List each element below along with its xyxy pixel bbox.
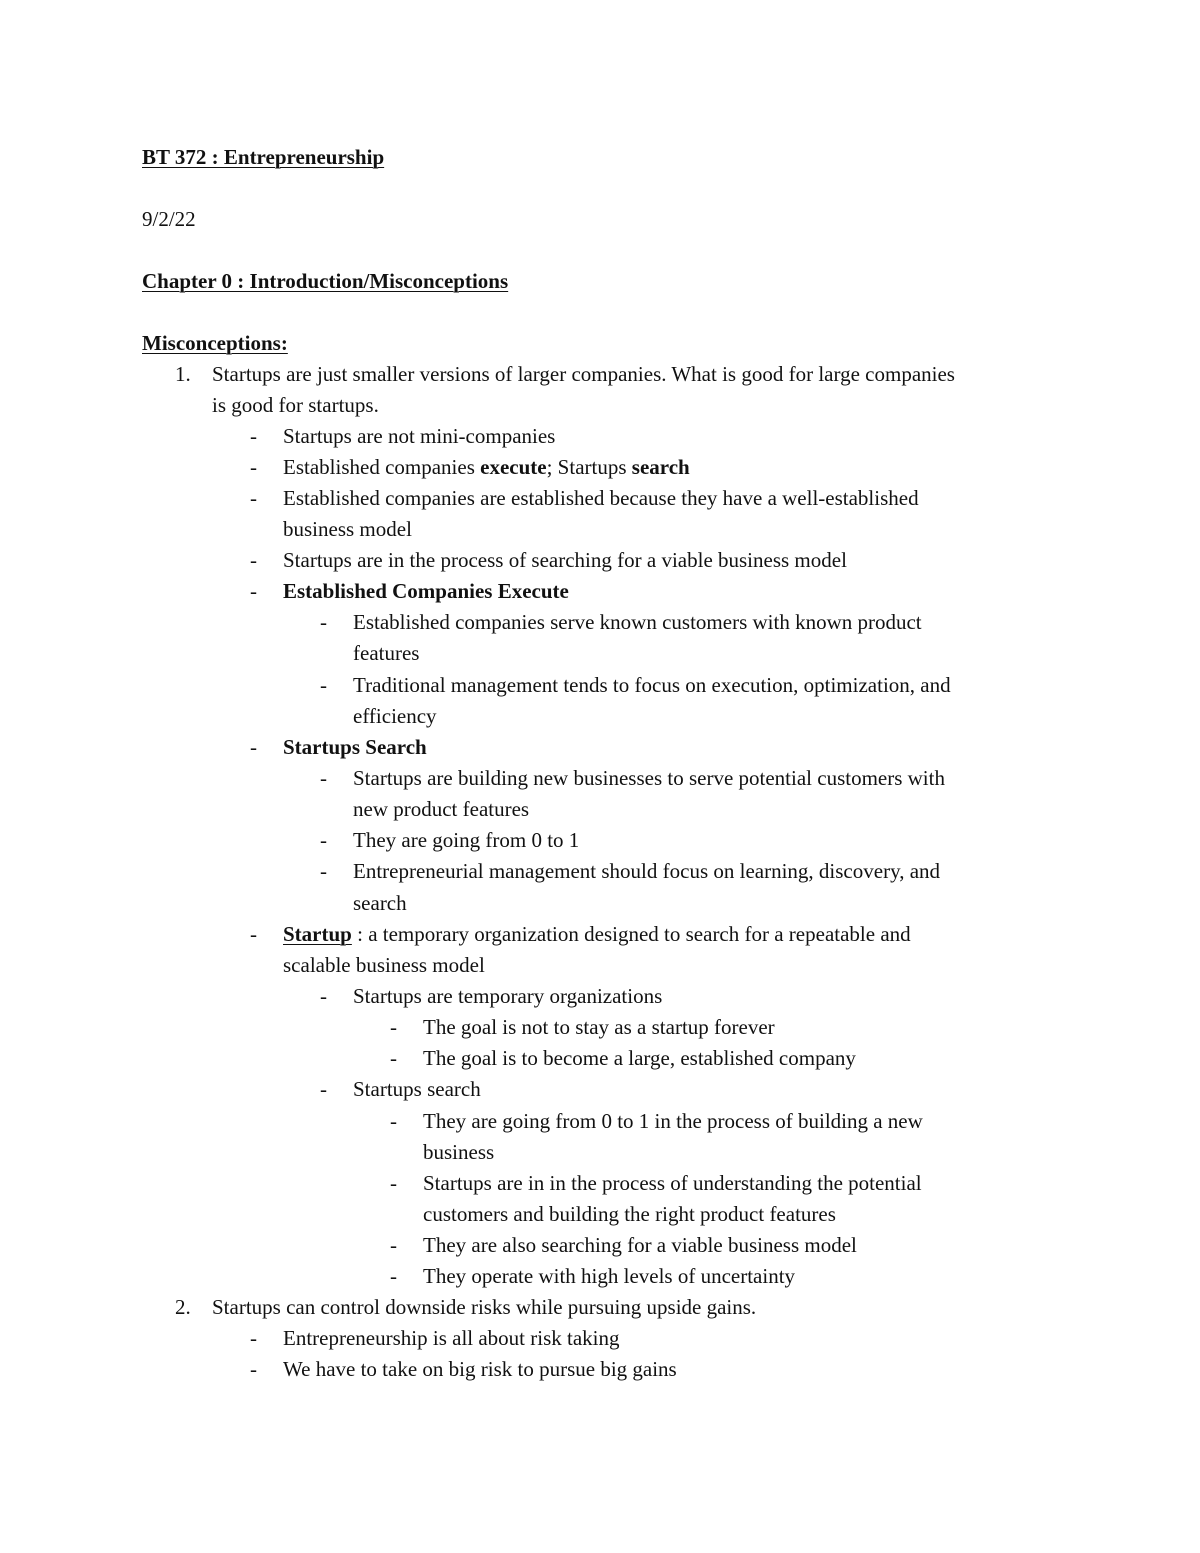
bullet-dash: - (320, 828, 327, 852)
bullet-dash: - (250, 548, 257, 572)
sub-bullet-text: Startups are temporary organizations (353, 984, 663, 1008)
chapter-heading: Chapter 0 : Introduction/Misconceptions (142, 269, 509, 293)
bullet-dash: - (390, 1109, 397, 1133)
text-run: Established companies (283, 455, 481, 479)
list-item-text: Startups are just smaller versions of larger companies. What is good for large companies (212, 362, 955, 386)
sub-bullet-text: Entrepreneurial management should focus on learning, discovery, and (353, 859, 941, 883)
bullet-dash: - (250, 424, 257, 448)
sub-bullet-text: They are going from 0 to 1 (353, 828, 580, 852)
bullet-dash: - (320, 984, 327, 1008)
bullet-dash: - (250, 922, 257, 946)
document-title: BT 372 : Entrepreneurship (142, 145, 385, 169)
bullet-dash: - (250, 579, 257, 603)
bullet-text: Established companies are established because they have a well-established (283, 486, 919, 510)
sub-sub-bullet-text: They are going from 0 to 1 in the process of building a new (423, 1109, 923, 1133)
sub-sub-bullet-text: They operate with high levels of uncertainty (423, 1264, 796, 1288)
bullet-text (283, 454, 690, 480)
bullet-dash: - (250, 1357, 257, 1381)
sub-sub-bullet-text: customers and building the right product features (423, 1202, 836, 1226)
bullet-text: We have to take on big risk to pursue big gains (283, 1357, 677, 1381)
bullet-dash: - (320, 610, 327, 634)
sub-bullet-text: Startups are building new businesses to serve potential customers with (353, 766, 945, 790)
bullet-text: Entrepreneurship is all about risk taking (283, 1326, 620, 1350)
sub-bullet-text: search (353, 891, 407, 915)
text-run: ; Startups (546, 455, 632, 479)
sub-bullet-text: Startups search (353, 1077, 481, 1101)
sub-bullet-text: Traditional management tends to focus on execution, optimization, and (353, 673, 951, 697)
bullet-text: Startups are in the process of searching for a viable business model (283, 548, 847, 572)
bullet-dash: - (250, 486, 257, 510)
bullet-dash: - (250, 1326, 257, 1350)
sub-bullet-text: efficiency (353, 704, 437, 728)
list-number: 2. (175, 1295, 191, 1319)
bullet-dash: - (390, 1233, 397, 1257)
bullet-dash: - (250, 455, 257, 479)
bullet-dash: - (390, 1171, 397, 1195)
bullet-dash: - (320, 673, 327, 697)
defined-term: Startup (283, 922, 352, 946)
bullet-dash: - (390, 1264, 397, 1288)
bullet-text: Startups are not mini-companies (283, 424, 556, 448)
sub-bullet-text: features (353, 641, 420, 665)
sub-sub-bullet-text: They are also searching for a viable business model (423, 1233, 857, 1257)
sub-sub-bullet-text: business (423, 1140, 495, 1164)
bullet-text (283, 921, 911, 947)
sub-sub-bullet-text: The goal is to become a large, established company (423, 1046, 856, 1070)
bullet-dash: - (390, 1046, 397, 1070)
bullet-heading: Established Companies Execute (283, 579, 569, 603)
document-date: 9/2/22 (142, 207, 196, 231)
list-item-text: Startups can control downside risks while pursuing upside gains. (212, 1295, 757, 1319)
sub-sub-bullet-text: The goal is not to stay as a startup forever (423, 1015, 775, 1039)
sub-sub-bullet-text: Startups are in in the process of understanding the potential (423, 1171, 922, 1195)
definition-text: : a temporary organization designed to search for a repeatable and (351, 922, 911, 946)
sub-bullet-text: Established companies serve known customers with known product (353, 610, 922, 634)
bullet-text: business model (283, 517, 412, 541)
bullet-heading: Startups Search (283, 735, 427, 759)
bullet-dash: - (320, 1077, 327, 1101)
bullet-text: scalable business model (283, 953, 485, 977)
section-heading: Misconceptions: (142, 331, 288, 355)
bold-term: execute (480, 455, 547, 479)
bold-term: search (631, 455, 690, 479)
list-item-text: is good for startups. (212, 393, 379, 417)
bullet-dash: - (390, 1015, 397, 1039)
list-number: 1. (175, 362, 191, 386)
bullet-dash: - (320, 859, 327, 883)
sub-bullet-text: new product features (353, 797, 530, 821)
bullet-dash: - (320, 766, 327, 790)
bullet-dash: - (250, 735, 257, 759)
